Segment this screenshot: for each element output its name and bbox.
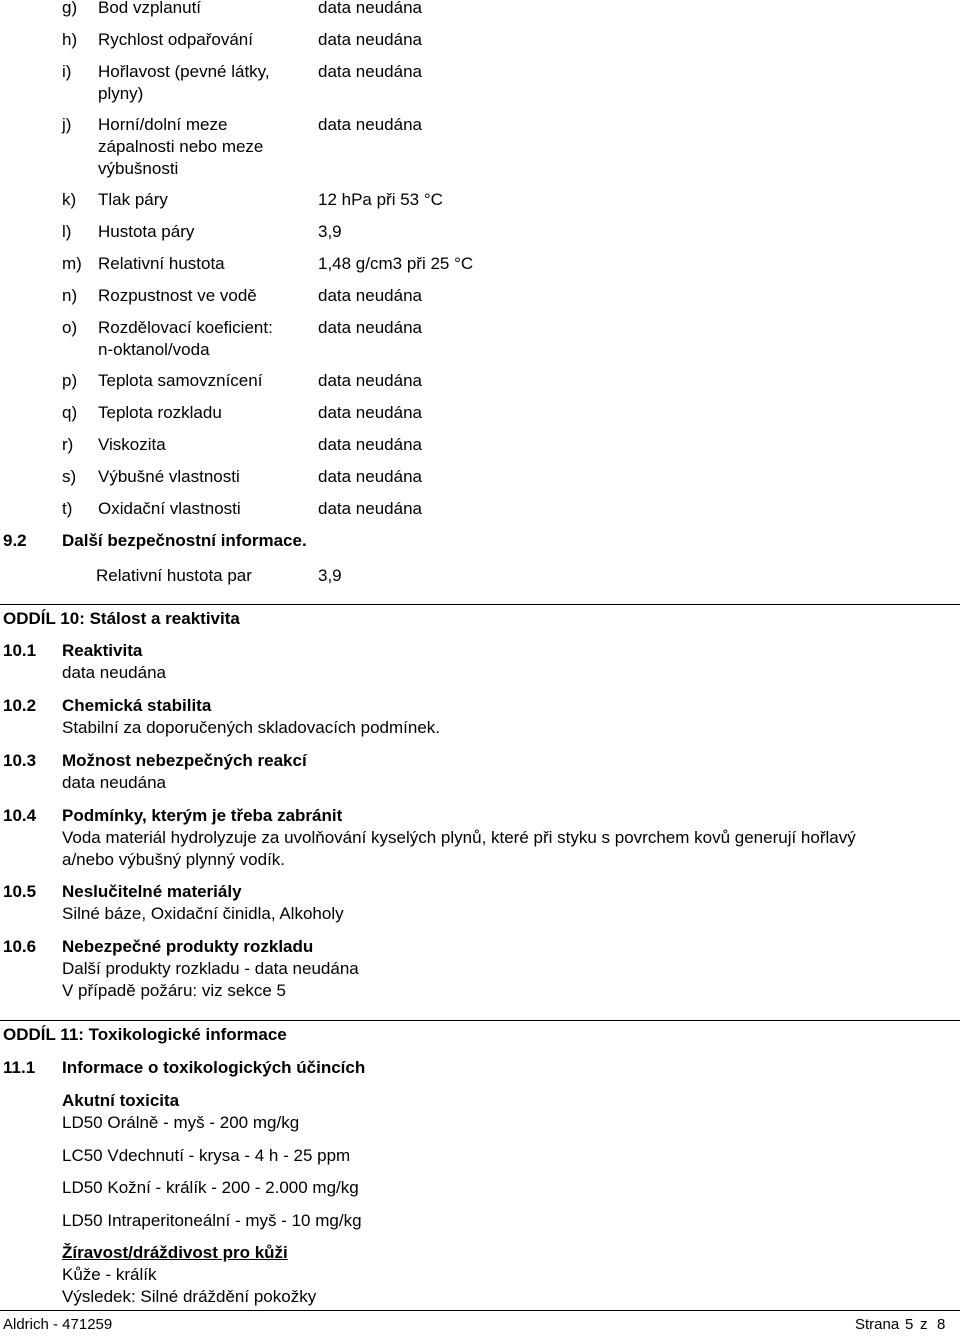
property-letter: m): [62, 254, 82, 273]
property-letter: r): [62, 435, 74, 454]
subsection-title: Chemická stabilita: [62, 696, 212, 715]
property-name: Viskozita: [98, 435, 166, 454]
irritation-entry: Kůže - králík: [62, 1265, 157, 1284]
property-letter: s): [62, 467, 77, 486]
subsection-title: Neslučitelné materiály: [62, 882, 242, 901]
property-name: Bod vzplanutí: [98, 0, 202, 17]
property-name: Hustota páry: [98, 222, 195, 241]
subsection-text: a/nebo výbušný plynný vodík.: [62, 850, 286, 869]
property-name: Relativní hustota: [98, 254, 225, 273]
subsection-title: Informace o toxikologických účincích: [62, 1058, 366, 1077]
property-name: Horní/dolní meze: [98, 115, 228, 134]
property-value: 3,9: [318, 222, 342, 241]
subsection-text: V případě požáru: viz sekce 5: [62, 981, 286, 1000]
property-letter: i): [62, 62, 72, 81]
skin-irritation-title: Žíravost/dráždivost pro kůži: [62, 1243, 288, 1262]
page-of: z: [920, 1316, 928, 1333]
subsection-title: Další bezpečnostní informace.: [62, 531, 307, 550]
subsection-number: 9.2: [3, 531, 27, 550]
property-value: data neudána: [318, 371, 422, 390]
property-letter: p): [62, 371, 78, 390]
toxicity-entry: LC50 Vdechnutí - krysa - 4 h - 25 ppm: [62, 1146, 351, 1165]
subsection-text: Voda materiál hydrolyzuje za uvolňování kyselých plynů, které při styku s povrchem kovů generují hořlavý: [62, 828, 856, 847]
property-name: n-oktanol/voda: [98, 340, 210, 359]
property-name: zápalnosti nebo meze: [98, 137, 264, 156]
toxicity-entry: LD50 Intraperitoneální - myš - 10 mg/kg: [62, 1211, 362, 1230]
section-divider: [0, 604, 960, 605]
subsection-number: 10.6: [3, 937, 37, 956]
subsection-number: 10.5: [3, 882, 37, 901]
property-letter: q): [62, 403, 78, 422]
property-letter: l): [62, 222, 72, 241]
section-10-heading: ODDÍL 10: Stálost a reaktivita: [3, 609, 240, 628]
subsection-number: 10.4: [3, 806, 37, 825]
property-value: data neudána: [318, 318, 422, 337]
page-total: 8: [937, 1316, 946, 1333]
property-letter: n): [62, 286, 78, 305]
toxicity-entry: LD50 Kožní - králík - 200 - 2.000 mg/kg: [62, 1178, 359, 1197]
page-label: Strana: [855, 1316, 900, 1333]
subsection-text: data neudána: [62, 663, 166, 682]
property-name: Rozpustnost ve vodě: [98, 286, 257, 305]
product-reference: Aldrich - 471259: [3, 1316, 113, 1333]
subsection-text: data neudána: [62, 773, 166, 792]
subsection-text: Stabilní za doporučených skladovacích podmínek.: [62, 718, 441, 737]
subsection-title: Možnost nebezpečných reakcí: [62, 751, 307, 770]
property-letter: j): [62, 115, 72, 134]
subsection-title: Nebezpečné produkty rozkladu: [62, 937, 314, 956]
property-value: data neudána: [318, 403, 422, 422]
acute-toxicity-title: Akutní toxicita: [62, 1091, 180, 1110]
property-value: data neudána: [318, 499, 422, 518]
subsection-title: Reaktivita: [62, 641, 143, 660]
property-name: Rozdělovací koeficient:: [98, 318, 273, 337]
property-value: 1,48 g/cm3 při 25 °C: [318, 254, 474, 273]
property-letter: g): [62, 0, 78, 17]
property-name: Teplota rozkladu: [98, 403, 222, 422]
property-name: plyny): [98, 84, 144, 103]
toxicity-entry: LD50 Orálně - myš - 200 mg/kg: [62, 1113, 300, 1132]
footer-divider: [0, 1310, 960, 1311]
property-name: výbušnosti: [98, 159, 179, 178]
property-name: Rychlost odpařování: [98, 30, 253, 49]
property-letter: h): [62, 30, 78, 49]
vapour-density-label: Relativní hustota par: [96, 566, 252, 585]
subsection-number: 11.1: [3, 1058, 36, 1077]
property-value: data neudána: [318, 286, 422, 305]
property-name: Teplota samovznícení: [98, 371, 263, 390]
property-letter: k): [62, 190, 77, 209]
property-value: data neudána: [318, 30, 422, 49]
property-value: data neudána: [318, 0, 422, 17]
property-letter: o): [62, 318, 78, 337]
subsection-text: Silné báze, Oxidační činidla, Alkoholy: [62, 904, 344, 923]
property-value: 12 hPa při 53 °C: [318, 190, 443, 209]
property-value: data neudána: [318, 467, 422, 486]
property-name: Výbušné vlastnosti: [98, 467, 240, 486]
property-value: data neudána: [318, 435, 422, 454]
vapour-density-value: 3,9: [318, 566, 342, 585]
subsection-text: Další produkty rozkladu - data neudána: [62, 959, 359, 978]
page-number: 5: [905, 1316, 914, 1333]
section-divider: [0, 1020, 960, 1021]
section-11-heading: ODDÍL 11: Toxikologické informace: [3, 1025, 287, 1044]
property-name: Tlak páry: [98, 190, 168, 209]
irritation-entry: Výsledek: Silné dráždění pokožky: [62, 1287, 317, 1306]
subsection-number: 10.3: [3, 751, 37, 770]
property-name: Oxidační vlastnosti: [98, 499, 241, 518]
subsection-title: Podmínky, kterým je třeba zabránit: [62, 806, 343, 825]
subsection-number: 10.2: [3, 696, 37, 715]
property-letter: t): [62, 499, 73, 518]
property-name: Hořlavost (pevné látky,: [98, 62, 270, 81]
property-value: data neudána: [318, 115, 422, 134]
subsection-number: 10.1: [3, 641, 37, 660]
property-value: data neudána: [318, 62, 422, 81]
